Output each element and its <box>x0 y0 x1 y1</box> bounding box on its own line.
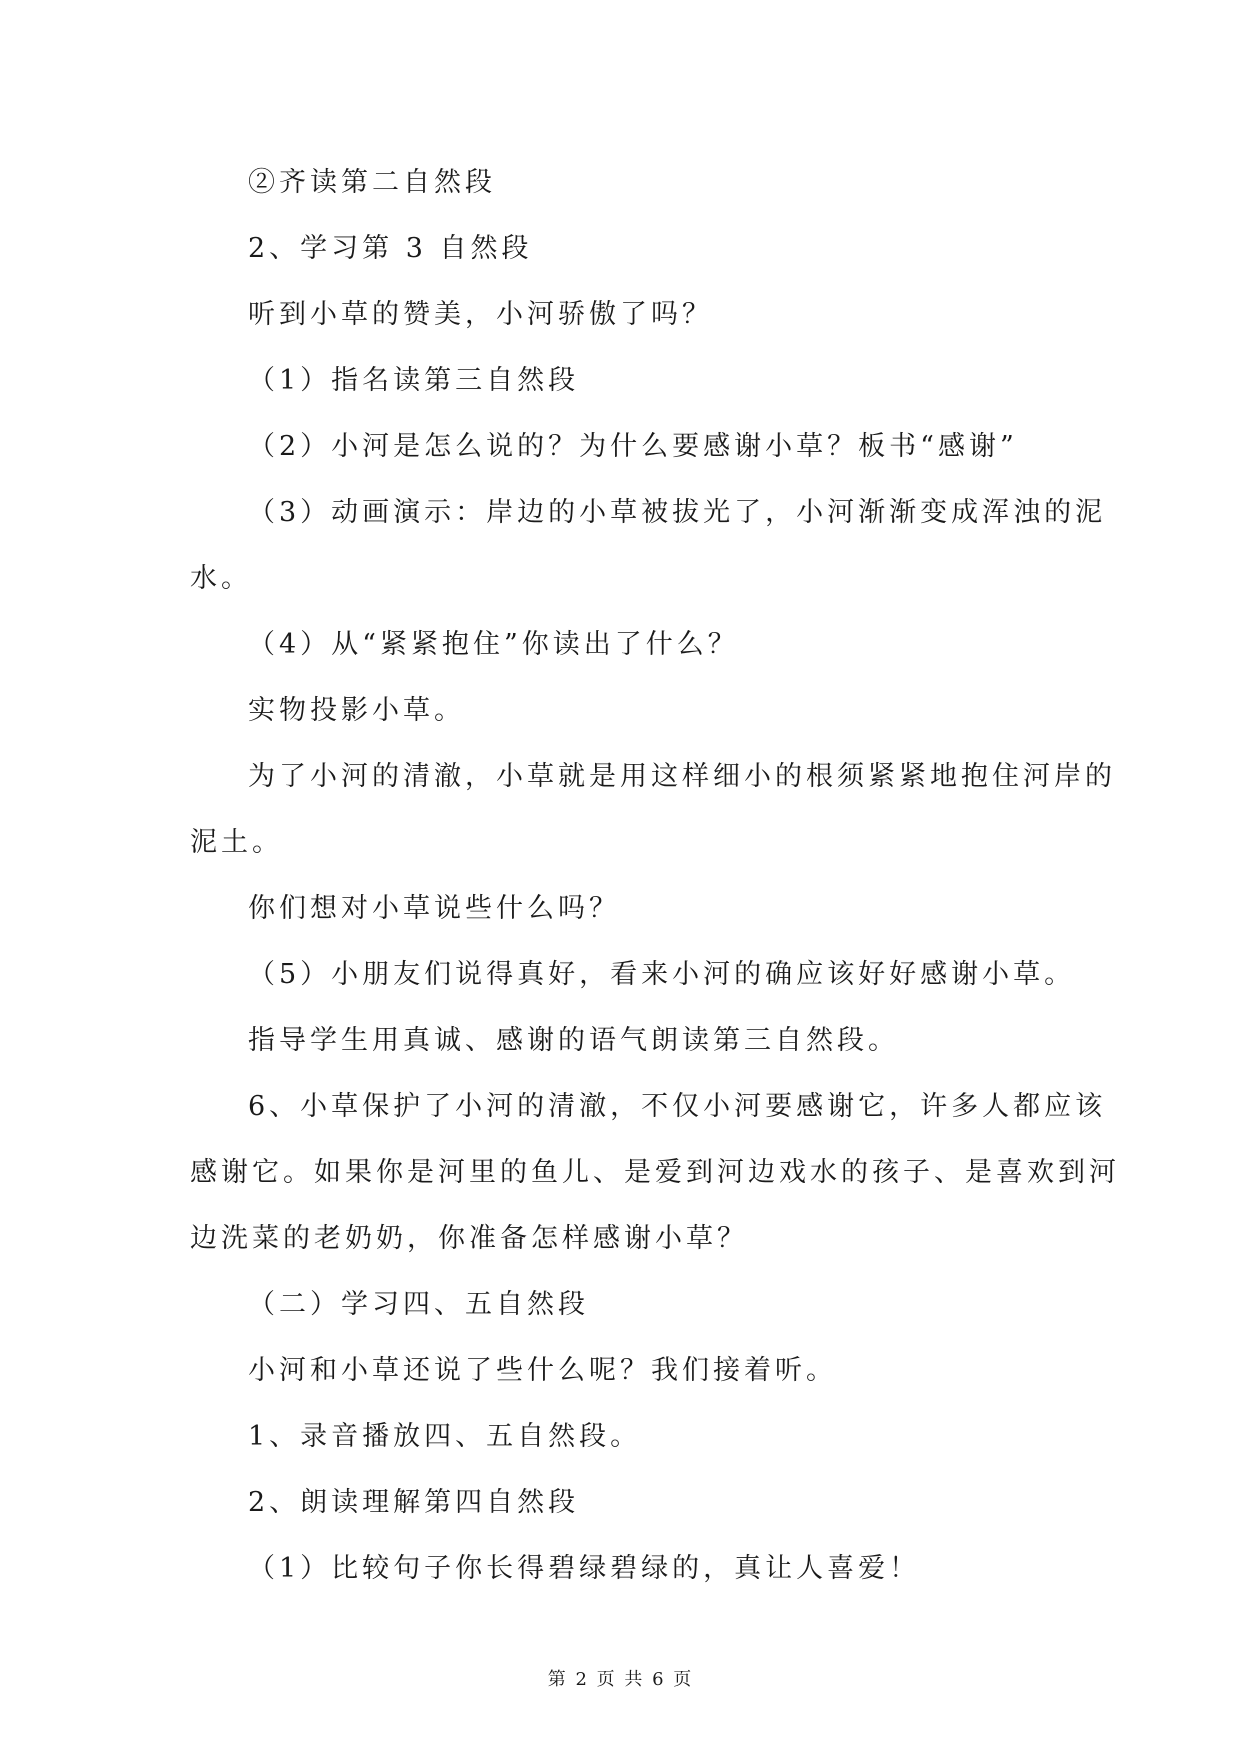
paragraph-line: 2、朗读理解第四自然段 <box>248 1487 580 1518</box>
paragraph-line: （5）小朋友们说得真好，看来小河的确应该好好感谢小草。 <box>248 959 1076 990</box>
paragraph-line: 听到小草的赞美，小河骄傲了吗？ <box>248 299 713 330</box>
paragraph-line: （2）小河是怎么说的？为什么要感谢小草？板书“感谢” <box>248 431 1018 462</box>
page-footer: 第 2 页 共 6 页 <box>547 1669 694 1690</box>
paragraph-line: 边洗菜的老奶奶，你准备怎样感谢小草？ <box>190 1223 748 1254</box>
paragraph-line: （1）比较句子你长得碧绿碧绿的，真让人喜爱！ <box>248 1553 921 1584</box>
paragraph-line: （3）动画演示：岸边的小草被拔光了，小河渐渐变成浑浊的泥 <box>248 497 1107 528</box>
paragraph-line: 指导学生用真诚、感谢的语气朗读第三自然段。 <box>248 1025 899 1056</box>
paragraph-line: 你们想对小草说些什么吗？ <box>248 893 620 924</box>
paragraph-line: 2、学习第 3 自然段 <box>248 233 533 264</box>
paragraph-line: 感谢它。如果你是河里的鱼儿、是爱到河边戏水的孩子、是喜欢到河 <box>190 1157 1120 1188</box>
paragraph-line: 水。 <box>190 563 252 594</box>
paragraph-line: 6、小草保护了小河的清澈，不仅小河要感谢它，许多人都应该 <box>248 1091 1107 1122</box>
paragraph-line: 为了小河的清澈，小草就是用这样细小的根须紧紧地抱住河岸的 <box>248 761 1116 792</box>
paragraph-line: 小河和小草还说了些什么呢？我们接着听。 <box>248 1355 837 1386</box>
paragraph-line: （1）指名读第三自然段 <box>248 365 580 396</box>
paragraph-line: ②齐读第二自然段 <box>248 167 496 198</box>
paragraph-line: 泥土。 <box>190 827 283 858</box>
paragraph-line: 实物投影小草。 <box>248 695 465 726</box>
paragraph-line: （4）从“紧紧抱住”你读出了什么？ <box>248 629 739 660</box>
paragraph-line: 1、录音播放四、五自然段。 <box>248 1421 642 1452</box>
paragraph-line: （二）学习四、五自然段 <box>248 1289 589 1320</box>
